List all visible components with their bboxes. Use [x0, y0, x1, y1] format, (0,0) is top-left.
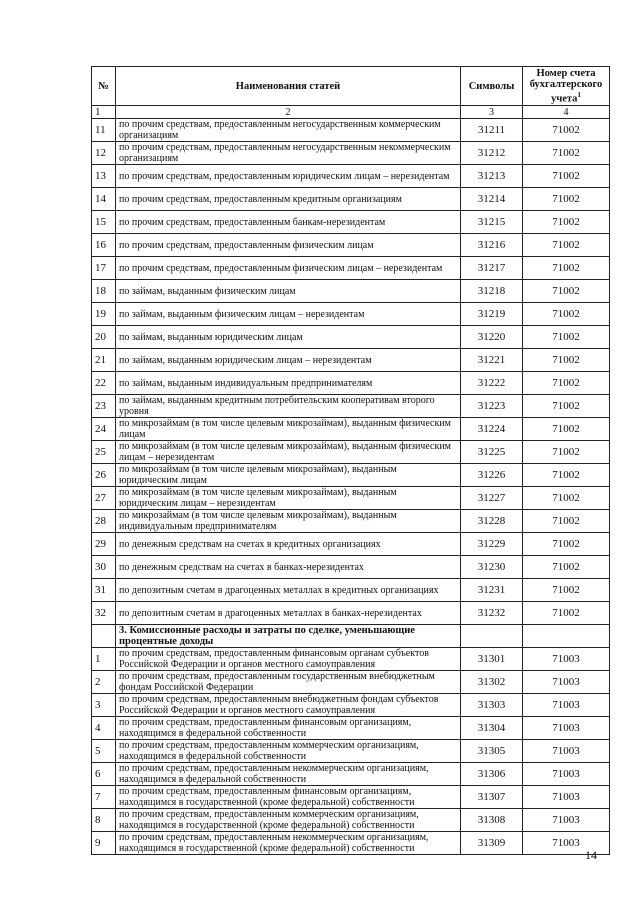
table-row: [92, 763, 610, 786]
table-row: [92, 234, 610, 257]
header-name: Наименования статей: [116, 67, 461, 106]
row-num: 32: [92, 602, 116, 625]
table-row: [92, 671, 610, 694]
row-name: по денежным средствам на счетах в кредитных организациях: [116, 533, 461, 556]
row-name: по прочим средствам, предоставленным негосударственным некоммерческим организациям: [116, 142, 461, 165]
row-symbol: 31231: [461, 579, 523, 602]
section-num: [92, 625, 116, 648]
table-row: [92, 487, 610, 510]
row-account: 71002: [523, 533, 610, 556]
row-account: 71002: [523, 165, 610, 188]
row-num: 15: [92, 211, 116, 234]
index-name: 2: [116, 106, 461, 119]
row-account: 71002: [523, 602, 610, 625]
row-name: по прочим средствам, предоставленным некоммерческим организациям, находящимся в государственной (кроме федеральной) собственности: [116, 832, 461, 855]
row-account: 71002: [523, 349, 610, 372]
row-symbol: 31222: [461, 372, 523, 395]
row-symbol: 31212: [461, 142, 523, 165]
row-name: по денежным средствам на счетах в банках-нерезидентах: [116, 556, 461, 579]
table-row: [92, 372, 610, 395]
row-account: 71002: [523, 188, 610, 211]
row-account: 71002: [523, 142, 610, 165]
row-account: 71002: [523, 395, 610, 418]
row-account: 71003: [523, 832, 610, 855]
row-symbol: 31221: [461, 349, 523, 372]
table-row: [92, 142, 610, 165]
row-account: 71003: [523, 740, 610, 763]
table-row: [92, 717, 610, 740]
row-account: 71002: [523, 372, 610, 395]
row-account: 71002: [523, 119, 610, 142]
table-row: [92, 257, 610, 280]
row-symbol: 31215: [461, 211, 523, 234]
row-symbol: 31301: [461, 648, 523, 671]
table-row: [92, 211, 610, 234]
row-num: 29: [92, 533, 116, 556]
row-account: 71002: [523, 234, 610, 257]
header-symbol: Символы: [461, 67, 523, 106]
row-num: 25: [92, 441, 116, 464]
row-num: 5: [92, 740, 116, 763]
row-account: 71003: [523, 671, 610, 694]
row-num: 17: [92, 257, 116, 280]
row-num: 24: [92, 418, 116, 441]
row-name: по прочим средствам, предоставленным некоммерческим организациям, находящимся в федеральной собственности: [116, 763, 461, 786]
table-header-row: [92, 67, 610, 106]
row-account: 71002: [523, 211, 610, 234]
row-symbol: 31307: [461, 786, 523, 809]
section-title: 3. Комиссионные расходы и затраты по сделке, уменьшающие процентные доходы: [116, 625, 461, 648]
row-symbol: 31223: [461, 395, 523, 418]
section-row: [92, 625, 610, 648]
row-symbol: 31211: [461, 119, 523, 142]
row-account: 71002: [523, 579, 610, 602]
row-num: 14: [92, 188, 116, 211]
row-num: 19: [92, 303, 116, 326]
row-name: по прочим средствам, предоставленным коммерческим организациям, находящимся в государственной (кроме федеральной) собственности: [116, 809, 461, 832]
row-symbol: 31217: [461, 257, 523, 280]
row-name: по прочим средствам, предоставленным коммерческим организациям, находящимся в федеральной собственности: [116, 740, 461, 763]
row-name: по займам, выданным юридическим лицам – нерезидентам: [116, 349, 461, 372]
row-symbol: 31232: [461, 602, 523, 625]
table-row: [92, 510, 610, 533]
header-account: [523, 67, 610, 106]
row-symbol: 31218: [461, 280, 523, 303]
account-table: [91, 66, 610, 855]
row-name: по прочим средствам, предоставленным банкам-нерезидентам: [116, 211, 461, 234]
row-account: 71003: [523, 717, 610, 740]
row-name: по микрозаймам (в том числе целевым микрозаймам), выданным юридическим лицам: [116, 464, 461, 487]
row-name: по прочим средствам, предоставленным юридическим лицам – нерезидентам: [116, 165, 461, 188]
table-row: [92, 303, 610, 326]
table-row: [92, 395, 610, 418]
row-num: 3: [92, 694, 116, 717]
index-symbol: 3: [461, 106, 523, 119]
header-account-footnote: 1: [577, 90, 581, 99]
table-row: [92, 648, 610, 671]
row-name: по займам, выданным физическим лицам: [116, 280, 461, 303]
row-name: по прочим средствам, предоставленным финансовым органам субъектов Российской Федерации и органов местного самоуправления: [116, 648, 461, 671]
row-num: 23: [92, 395, 116, 418]
row-name: по прочим средствам, предоставленным внебюджетным фондам субъектов Российской Федерации и органов местного самоуправления: [116, 694, 461, 717]
table-row: [92, 740, 610, 763]
row-symbol: 31304: [461, 717, 523, 740]
row-num: 22: [92, 372, 116, 395]
row-symbol: 31224: [461, 418, 523, 441]
table-row: [92, 556, 610, 579]
row-account: 71002: [523, 257, 610, 280]
row-symbol: 31219: [461, 303, 523, 326]
row-name: по прочим средствам, предоставленным государственным внебюджетным фондам Российской Федерации: [116, 671, 461, 694]
row-name: по прочим средствам, предоставленным финансовым организациям, находящимся в федеральной собственности: [116, 717, 461, 740]
row-num: 20: [92, 326, 116, 349]
row-account: 71002: [523, 556, 610, 579]
row-name: по прочим средствам, предоставленным кредитным организациям: [116, 188, 461, 211]
row-num: 13: [92, 165, 116, 188]
row-name: по займам, выданным физическим лицам – нерезидентам: [116, 303, 461, 326]
row-symbol: 31306: [461, 763, 523, 786]
index-account: 4: [523, 106, 610, 119]
row-account: 71003: [523, 648, 610, 671]
section-account: [523, 625, 610, 648]
row-num: 2: [92, 671, 116, 694]
row-name: по депозитным счетам в драгоценных металлах в кредитных организациях: [116, 579, 461, 602]
table-row: [92, 464, 610, 487]
row-name: по микрозаймам (в том числе целевым микрозаймам), выданным юридическим лицам – нерезидентам: [116, 487, 461, 510]
row-name: по прочим средствам, предоставленным финансовым организациям, находящимся в государственной (кроме федеральной) собственности: [116, 786, 461, 809]
table-row: [92, 809, 610, 832]
row-symbol: 31302: [461, 671, 523, 694]
table-row: [92, 188, 610, 211]
row-name: по микрозаймам (в том числе целевым микрозаймам), выданным физическим лицам: [116, 418, 461, 441]
row-symbol: 31303: [461, 694, 523, 717]
row-symbol: 31228: [461, 510, 523, 533]
row-num: 4: [92, 717, 116, 740]
row-name: по микрозаймам (в том числе целевым микрозаймам), выданным индивидуальным предпринимателям: [116, 510, 461, 533]
table-row: [92, 533, 610, 556]
row-account: 71002: [523, 326, 610, 349]
row-account: 71003: [523, 786, 610, 809]
table-row: [92, 418, 610, 441]
row-num: 21: [92, 349, 116, 372]
row-account: 71003: [523, 694, 610, 717]
row-num: 26: [92, 464, 116, 487]
row-num: 7: [92, 786, 116, 809]
row-symbol: 31225: [461, 441, 523, 464]
row-num: 1: [92, 648, 116, 671]
column-index-row: [92, 106, 610, 119]
row-symbol: 31226: [461, 464, 523, 487]
row-num: 31: [92, 579, 116, 602]
row-num: 11: [92, 119, 116, 142]
table-row: [92, 602, 610, 625]
row-num: 18: [92, 280, 116, 303]
row-num: 27: [92, 487, 116, 510]
row-account: 71002: [523, 303, 610, 326]
header-num: №: [92, 67, 116, 106]
page-number: 14: [585, 848, 597, 862]
table-row: [92, 326, 610, 349]
table-row: [92, 349, 610, 372]
index-num: 1: [92, 106, 116, 119]
row-symbol: 31229: [461, 533, 523, 556]
row-account: 71002: [523, 487, 610, 510]
row-name: по депозитным счетам в драгоценных металлах в банках-нерезидентах: [116, 602, 461, 625]
row-name: по прочим средствам, предоставленным физическим лицам: [116, 234, 461, 257]
row-name: по прочим средствам, предоставленным негосударственным коммерческим организациям: [116, 119, 461, 142]
header-account-label: Номер счета бухгалтерского учета: [529, 67, 603, 105]
row-num: 8: [92, 809, 116, 832]
table-row: [92, 832, 610, 855]
row-num: 6: [92, 763, 116, 786]
row-account: 71002: [523, 280, 610, 303]
row-symbol: 31230: [461, 556, 523, 579]
row-account: 71003: [523, 763, 610, 786]
row-account: 71002: [523, 510, 610, 533]
row-num: 9: [92, 832, 116, 855]
row-symbol: 31214: [461, 188, 523, 211]
row-account: 71002: [523, 441, 610, 464]
row-name: по прочим средствам, предоставленным физическим лицам – нерезидентам: [116, 257, 461, 280]
table-row: [92, 165, 610, 188]
table-row: [92, 280, 610, 303]
table-row: [92, 119, 610, 142]
table-row: [92, 694, 610, 717]
row-symbol: 31220: [461, 326, 523, 349]
row-symbol: 31213: [461, 165, 523, 188]
row-account: 71003: [523, 809, 610, 832]
row-name: по займам, выданным индивидуальным предпринимателям: [116, 372, 461, 395]
row-num: 12: [92, 142, 116, 165]
table-body: [92, 119, 610, 855]
table-row: [92, 579, 610, 602]
row-symbol: 31216: [461, 234, 523, 257]
row-symbol: 31308: [461, 809, 523, 832]
row-num: 28: [92, 510, 116, 533]
table-row: [92, 441, 610, 464]
section-symbol: [461, 625, 523, 648]
row-symbol: 31305: [461, 740, 523, 763]
row-symbol: 31227: [461, 487, 523, 510]
row-name: по микрозаймам (в том числе целевым микрозаймам), выданным физическим лицам – нерезидентам: [116, 441, 461, 464]
row-account: 71002: [523, 464, 610, 487]
row-symbol: 31309: [461, 832, 523, 855]
table-row: [92, 786, 610, 809]
row-num: 30: [92, 556, 116, 579]
row-name: по займам, выданным юридическим лицам: [116, 326, 461, 349]
row-name: по займам, выданным кредитным потребительским кооперативам второго уровня: [116, 395, 461, 418]
row-account: 71002: [523, 418, 610, 441]
row-num: 16: [92, 234, 116, 257]
